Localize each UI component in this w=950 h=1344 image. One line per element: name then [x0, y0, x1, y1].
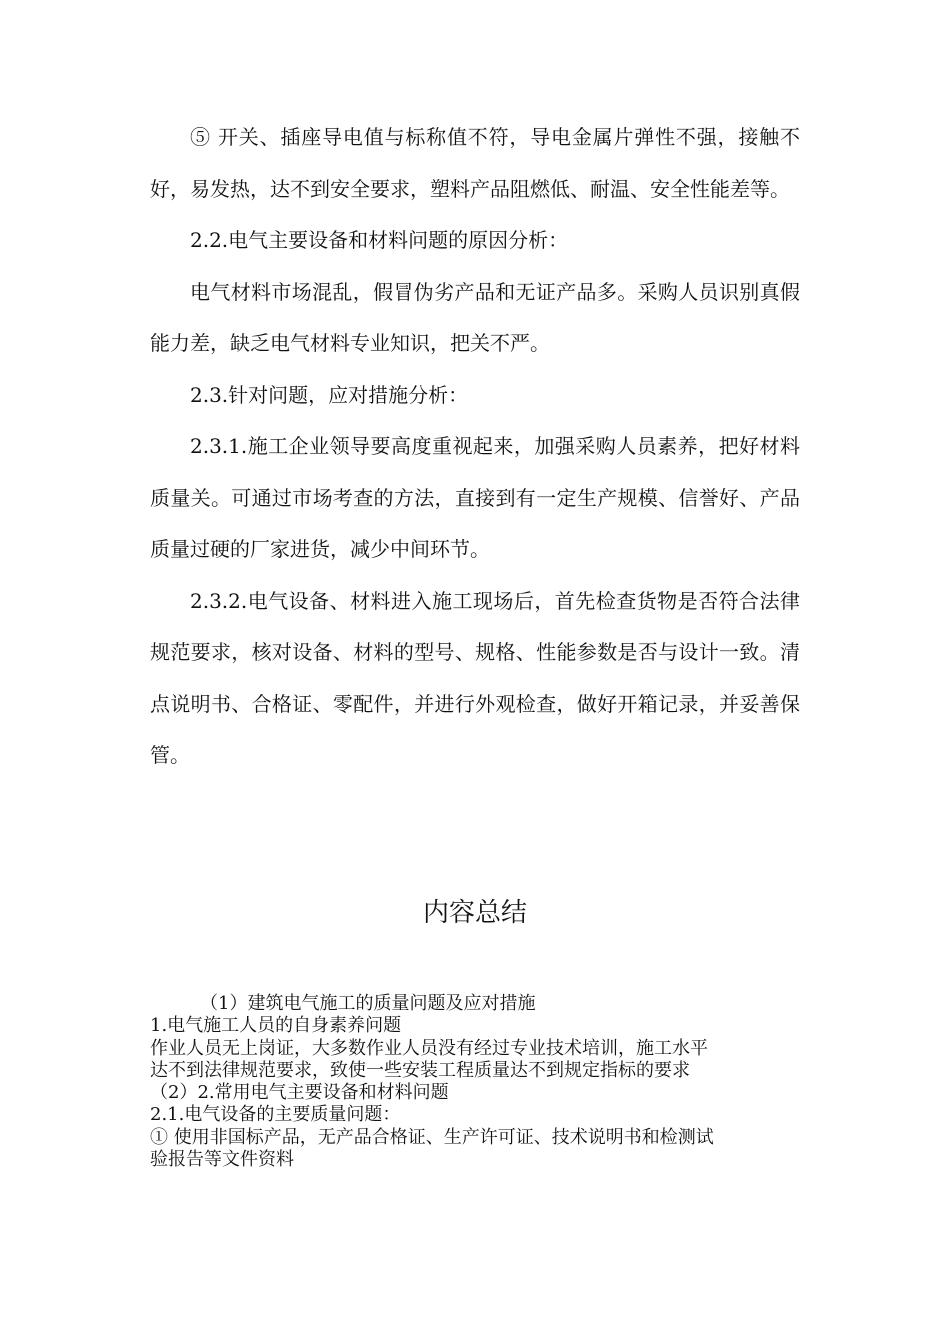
summary-line: 验报告等文件资料 [150, 1149, 294, 1171]
summary-line: 1.电气施工人员的自身素养问题 [150, 1015, 402, 1037]
summary-line: ① 使用非国标产品，无产品合格证、生产许可证、技术说明书和检测试 [150, 1126, 714, 1148]
heading-2-3-countermeasures: 2.3.针对问题，应对措施分析： [190, 382, 469, 407]
summary-line: 作业人员无上岗证，大多数作业人员没有经过专业技术培训，施工水平 [150, 1037, 708, 1059]
paragraph-market-chaos: 电气材料市场混乱，假冒伪劣产品和无证产品多。采购人员识别真假能力差，缺乏电气材料专业知识，把关不严。 [150, 279, 800, 355]
summary-line: （2）2.常用电气主要设备和材料问题 [150, 1082, 449, 1104]
paragraph-2-3-2-inspection: 2.3.2.电气设备、材料进入施工现场后，首先检查货物是否符合法律规范要求，核对设备、材料的型号、规格、性能参数是否与设计一致。清点说明书、合格证、零配件，并进行外观检查，做好开箱记录，并妥善保管。 [150, 588, 800, 767]
summary-line: 2.1.电气设备的主要质量问题： [150, 1104, 401, 1126]
paragraph-2-3-1-procurement: 2.3.1.施工企业领导要高度重视起来，加强采购人员素养，把好材料质量关。可通过市场考查的方法，直接到有一定生产规模、信誉好、产品质量过硬的厂家进货，减少中间环节。 [150, 434, 800, 561]
summary-line: 达不到法律规范要求，致使一些安装工程质量达不到规定指标的要求 [150, 1059, 690, 1081]
summary-title: 内容总结 [422, 898, 527, 928]
summary-block [150, 993, 810, 1171]
summary-line: （1）建筑电气施工的质量问题及应对措施 [200, 993, 536, 1014]
body-text [150, 112, 800, 782]
paragraph-switch-socket-issues: ⑤ 开关、插座导电值与标称值不符，导电金属片弹性不强，接触不好，易发热，达不到安全要求，塑料产品阻燃低、耐温、安全性能差等。 [150, 125, 800, 201]
heading-2-2-cause-analysis: 2.2.电气主要设备和材料问题的原因分析： [190, 228, 569, 252]
